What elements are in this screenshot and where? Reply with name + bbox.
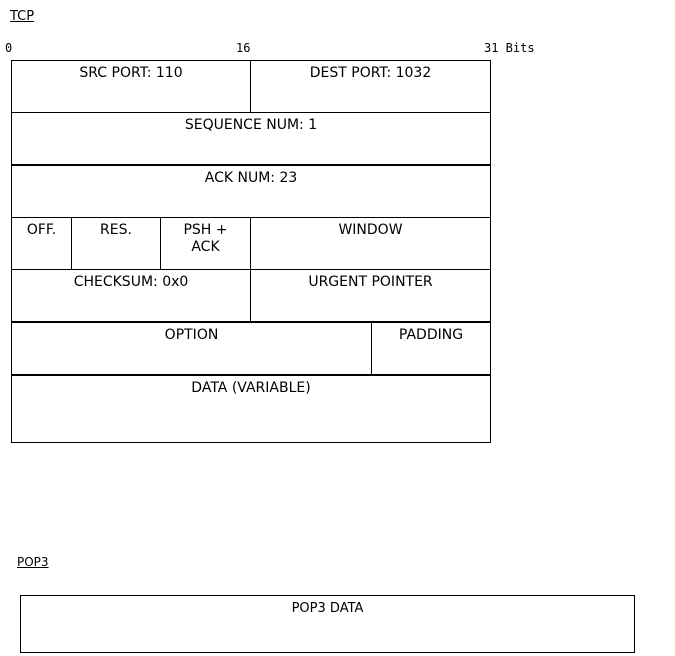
urgent-pointer-field [250, 269, 491, 322]
option-label: OPTION [164, 327, 219, 343]
src-port-label: SRC PORT: 110 [79, 65, 183, 81]
flags-field [160, 217, 251, 270]
padding-label: PADDING [398, 327, 464, 343]
reserved-label: RES. [100, 222, 132, 238]
ack-number-field [11, 165, 491, 218]
urgent-pointer-label: URGENT POINTER [308, 274, 433, 290]
window-label: WINDOW [338, 222, 403, 238]
bit-ruler-mid: 16 [236, 41, 251, 55]
pop3-data-label: POP3 DATA [291, 601, 364, 616]
data-label: DATA (VARIABLE) [191, 380, 311, 396]
dest-port-label: DEST PORT: 1032 [309, 65, 432, 81]
tcp-section-title: TCP [10, 9, 35, 24]
checksum-label: CHECKSUM: 0x0 [73, 274, 189, 290]
src-port-field [11, 60, 251, 113]
pop3-data-field [20, 595, 635, 653]
window-field [250, 217, 491, 270]
reserved-field [71, 217, 161, 270]
offset-label: OFF. [26, 222, 57, 238]
checksum-field [11, 269, 251, 322]
bit-ruler-end: 31 Bits [484, 41, 535, 55]
dest-port-field [250, 60, 491, 113]
sequence-number-label: SEQUENCE NUM: 1 [184, 117, 318, 133]
option-field [11, 322, 372, 375]
ack-number-label: ACK NUM: 23 [204, 170, 298, 186]
offset-field [11, 217, 72, 270]
flags-label-line1: PSH + [183, 222, 228, 238]
padding-field [371, 322, 491, 375]
data-field [11, 375, 491, 443]
sequence-number-field [11, 112, 491, 165]
flags-label-line2: ACK [191, 239, 220, 255]
bit-ruler-start: 0 [5, 41, 13, 55]
pop3-section-title: POP3 [17, 555, 49, 569]
